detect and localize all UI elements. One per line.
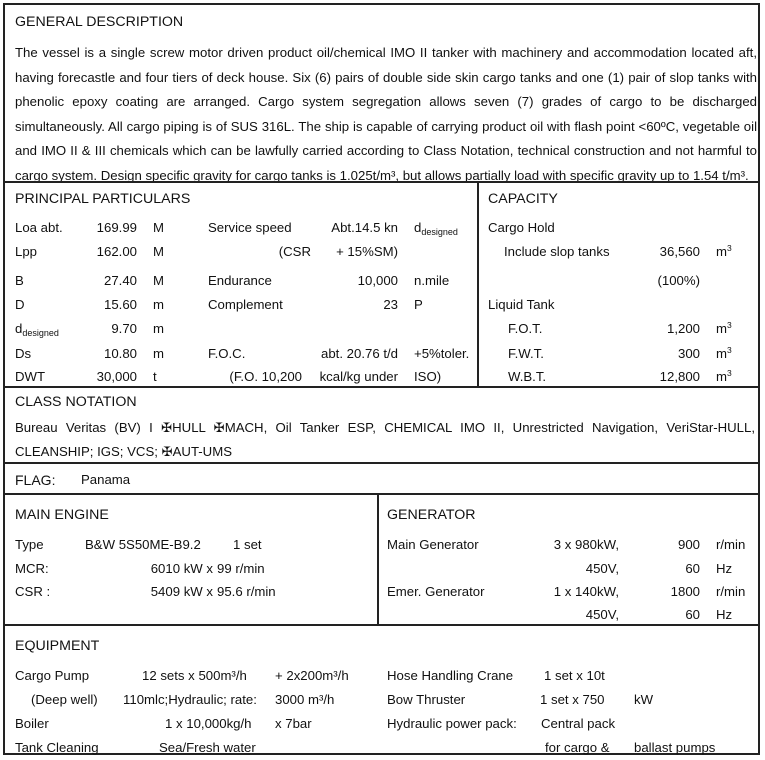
- mcr-rpm: 99 r/min: [217, 561, 265, 576]
- general-description-title: GENERAL DESCRIPTION: [15, 14, 184, 30]
- endurance-unit: n.mile: [414, 273, 450, 288]
- slop-unit-m: m: [716, 244, 727, 259]
- fwt-unit-sup: 3: [727, 345, 732, 355]
- fot-value: 1,200: [666, 321, 700, 336]
- class-notation-title: CLASS NOTATION: [15, 394, 137, 410]
- general-line-5: and IMO II & III chemicals which can be lawfully carried according to Class Notation, technical construction and not harmful to: [15, 143, 757, 159]
- fot-label: F.O.T.: [508, 321, 543, 336]
- wbt-value: 12,800: [659, 369, 700, 384]
- hpp-label: Hydraulic power pack:: [387, 716, 517, 731]
- spec-sheet: [3, 3, 760, 755]
- crane-label: Hose Handling Crane: [387, 668, 514, 683]
- speed-label: Service speed: [208, 220, 292, 235]
- class-notation-line-1: [15, 420, 755, 436]
- equipment-title: EQUIPMENT: [15, 638, 100, 654]
- lpp-label: Lpp: [15, 244, 38, 259]
- slop-label: Include slop tanks: [504, 244, 610, 259]
- foc-tolerance: +5%toler.: [414, 346, 470, 361]
- boiler-bar: x 7bar: [275, 716, 312, 731]
- hpp-value: Central pack: [541, 716, 616, 731]
- tank-cleaning-label: Tank Cleaning: [15, 740, 99, 755]
- main-generator-rpm: 900: [677, 537, 700, 552]
- fo-value: kcal/kg under: [319, 369, 398, 384]
- particulars-divider: [477, 183, 479, 386]
- csr-engine-label: CSR :: [15, 584, 51, 599]
- class-notation-section: [3, 386, 760, 464]
- complement-unit: P: [414, 297, 423, 312]
- class-line1-part-b: HULL: [172, 420, 214, 435]
- loa-value: 169.99: [96, 220, 137, 235]
- cargo-pump-value: 12 sets x 500m³/h: [142, 668, 247, 683]
- csr-label: (CSR: [278, 244, 311, 259]
- fwt-label: F.W.T.: [508, 346, 544, 361]
- equipment-section: [3, 624, 760, 755]
- csr-engine-value: 5409 kW x: [150, 584, 213, 599]
- cargo-pump-label: Cargo Pump: [15, 668, 90, 683]
- speed-designed: [414, 220, 458, 235]
- ds-unit: m: [153, 346, 164, 361]
- engine-type-label: Type: [15, 537, 44, 552]
- general-description-section: [3, 3, 760, 183]
- lpp-value: 162.00: [96, 244, 137, 259]
- wbt-unit-m: m: [716, 369, 727, 384]
- flag-value: Panama: [81, 472, 131, 487]
- endurance-label: Endurance: [208, 273, 272, 288]
- speed-d-letter: d: [414, 220, 422, 235]
- complement-label: Complement: [208, 297, 283, 312]
- general-description-text: [15, 41, 757, 189]
- d-designed-letter: d: [15, 321, 23, 336]
- cargo-hold-label: Cargo Hold: [488, 220, 555, 235]
- boiler-value: 1 x 10,000kg/h: [165, 716, 252, 731]
- maltese-cross-icon: ✠: [161, 420, 173, 435]
- deepwell-label: (Deep well): [31, 692, 98, 707]
- general-line-2: having forecastle and four tiers of deck house. Six (6) pairs of double side skin cargo tanks and one (1) pair of slop tanks with: [15, 69, 757, 85]
- tank-cleaning-value: Sea/Fresh water: [159, 740, 256, 755]
- main-generator-voltage: 450V,: [585, 561, 619, 576]
- mcr-label: MCR:: [15, 561, 49, 576]
- loa-label: Loa abt.: [15, 220, 63, 235]
- deepwell-value: 110mlc;Hydraulic; rate:: [123, 692, 257, 707]
- bow-thruster-value: 1 set x 750: [540, 692, 605, 707]
- foc-label: F.O.C.: [208, 346, 246, 361]
- d-unit: m: [153, 297, 164, 312]
- flag-label: FLAG:: [15, 472, 56, 488]
- slop-unit-sup: 3: [727, 243, 732, 253]
- main-generator-hz: 60: [685, 561, 700, 576]
- csr-value: + 15%SM): [336, 244, 398, 259]
- endurance-value: 10,000: [357, 273, 398, 288]
- emer-generator-rpm-unit: r/min: [716, 584, 746, 599]
- emer-generator-voltage: 450V,: [585, 607, 619, 622]
- maltese-cross-icon: ✠: [213, 420, 225, 435]
- speed-value: Abt.14.5 kn: [331, 220, 398, 235]
- lpp-unit: M: [153, 244, 164, 259]
- d-designed-unit: m: [153, 321, 164, 336]
- speed-d-sub: designed: [421, 227, 458, 237]
- class-line2-part-b: AUT-UMS: [172, 444, 232, 459]
- complement-value: 23: [383, 297, 398, 312]
- main-generator-rpm-unit: r/min: [716, 537, 746, 552]
- engine-type-value: B&W 5S50ME-B9.2: [85, 537, 201, 552]
- b-label: B: [15, 273, 24, 288]
- emer-generator-hz-unit: Hz: [716, 607, 733, 622]
- fwt-unit: [716, 346, 732, 361]
- wbt-unit-sup: 3: [727, 368, 732, 378]
- main-engine-title: MAIN ENGINE: [15, 507, 109, 523]
- loa-unit: M: [153, 220, 164, 235]
- dwt-unit: t: [153, 369, 157, 384]
- deepwell-rate: 3000 m³/h: [275, 692, 335, 707]
- hpp-line2-a: for cargo &: [545, 740, 610, 755]
- slop-unit: [716, 244, 732, 259]
- boiler-label: Boiler: [15, 716, 49, 731]
- d-designed-sub: designed: [22, 328, 59, 338]
- d-designed-label: [15, 321, 59, 336]
- b-value: 27.40: [103, 273, 137, 288]
- dwt-label: DWT: [15, 369, 46, 384]
- d-designed-value: 9.70: [111, 321, 137, 336]
- capacity-percent: (100%): [657, 273, 700, 288]
- emer-generator-rpm: 1800: [670, 584, 700, 599]
- fwt-value: 300: [677, 346, 700, 361]
- ds-label: Ds: [15, 346, 32, 361]
- main-generator-label: Main Generator: [387, 537, 479, 552]
- d-label: D: [15, 297, 25, 312]
- wbt-unit: [716, 369, 732, 384]
- engine-section: [3, 493, 760, 626]
- class-notation-line-2: [15, 444, 232, 460]
- particulars-section: [3, 181, 760, 388]
- csr-engine-rpm: 95.6 r/min: [217, 584, 276, 599]
- bow-thruster-label: Bow Thruster: [387, 692, 466, 707]
- emer-generator-label: Emer. Generator: [387, 584, 485, 599]
- main-generator-hz-unit: Hz: [716, 561, 733, 576]
- emer-generator-hz: 60: [685, 607, 700, 622]
- generator-title: GENERATOR: [387, 507, 476, 523]
- hpp-line2-b: ballast pumps: [634, 740, 716, 755]
- slop-value: 36,560: [659, 244, 700, 259]
- general-line-3: phenolic epoxy coating are arranged. Cargo system segregation allows seven (7) grades of cargo to be discharged: [15, 94, 757, 110]
- fot-unit-m: m: [716, 321, 727, 336]
- flag-section: [3, 462, 760, 495]
- principal-particulars-title: PRINCIPAL PARTICULARS: [15, 191, 191, 207]
- mcr-value: 6010 kW x: [150, 561, 213, 576]
- maltese-cross-icon: ✠: [161, 444, 173, 459]
- fot-unit-sup: 3: [727, 320, 732, 330]
- fot-unit: [716, 321, 732, 336]
- engine-divider: [377, 495, 379, 624]
- class-line2-part-a: CLEANSHIP; IGS; VCS;: [15, 444, 162, 459]
- wbt-label: W.B.T.: [508, 369, 547, 384]
- main-generator-value: 3 x 980kW,: [553, 537, 619, 552]
- class-line1-part-a: Bureau Veritas (BV) I: [15, 420, 162, 435]
- foc-value: abt. 20.76 t/d: [321, 346, 398, 361]
- emer-generator-value: 1 x 140kW,: [553, 584, 619, 599]
- ds-value: 10.80: [103, 346, 137, 361]
- fwt-unit-m: m: [716, 346, 727, 361]
- general-line-4: simultaneously. All cargo piping is of SUS 316L. The ship is capable of carrying product oil with flash point <60ºC, vegetable oil: [15, 118, 757, 134]
- engine-type-qty: 1 set: [233, 537, 262, 552]
- capacity-title: CAPACITY: [488, 191, 558, 207]
- crane-value: 1 set x 10t: [544, 668, 605, 683]
- d-value: 15.60: [103, 297, 137, 312]
- class-line1-part-c: MACH, Oil Tanker ESP, CHEMICAL IMO II, Unrestricted Navigation, VeriStar-HULL,: [224, 420, 756, 435]
- general-line-1: The vessel is a single screw motor driven product oil/chemical IMO II tanker with machinery and accommodation located aft,: [15, 45, 757, 60]
- general-line-6: cargo system. Design specific gravity for cargo tanks is 1.025t/m³, but allows partially load with specific gravity up to 1.54 t/m³.: [15, 167, 749, 183]
- dwt-value: 30,000: [96, 369, 137, 384]
- liquid-tank-label: Liquid Tank: [488, 297, 555, 312]
- cargo-pump-extra: + 2x200m³/h: [275, 668, 349, 683]
- fo-unit: ISO): [414, 369, 442, 384]
- fo-label: (F.O. 10,200: [229, 369, 302, 384]
- bow-thruster-unit: kW: [634, 692, 654, 707]
- b-unit: M: [153, 273, 164, 288]
